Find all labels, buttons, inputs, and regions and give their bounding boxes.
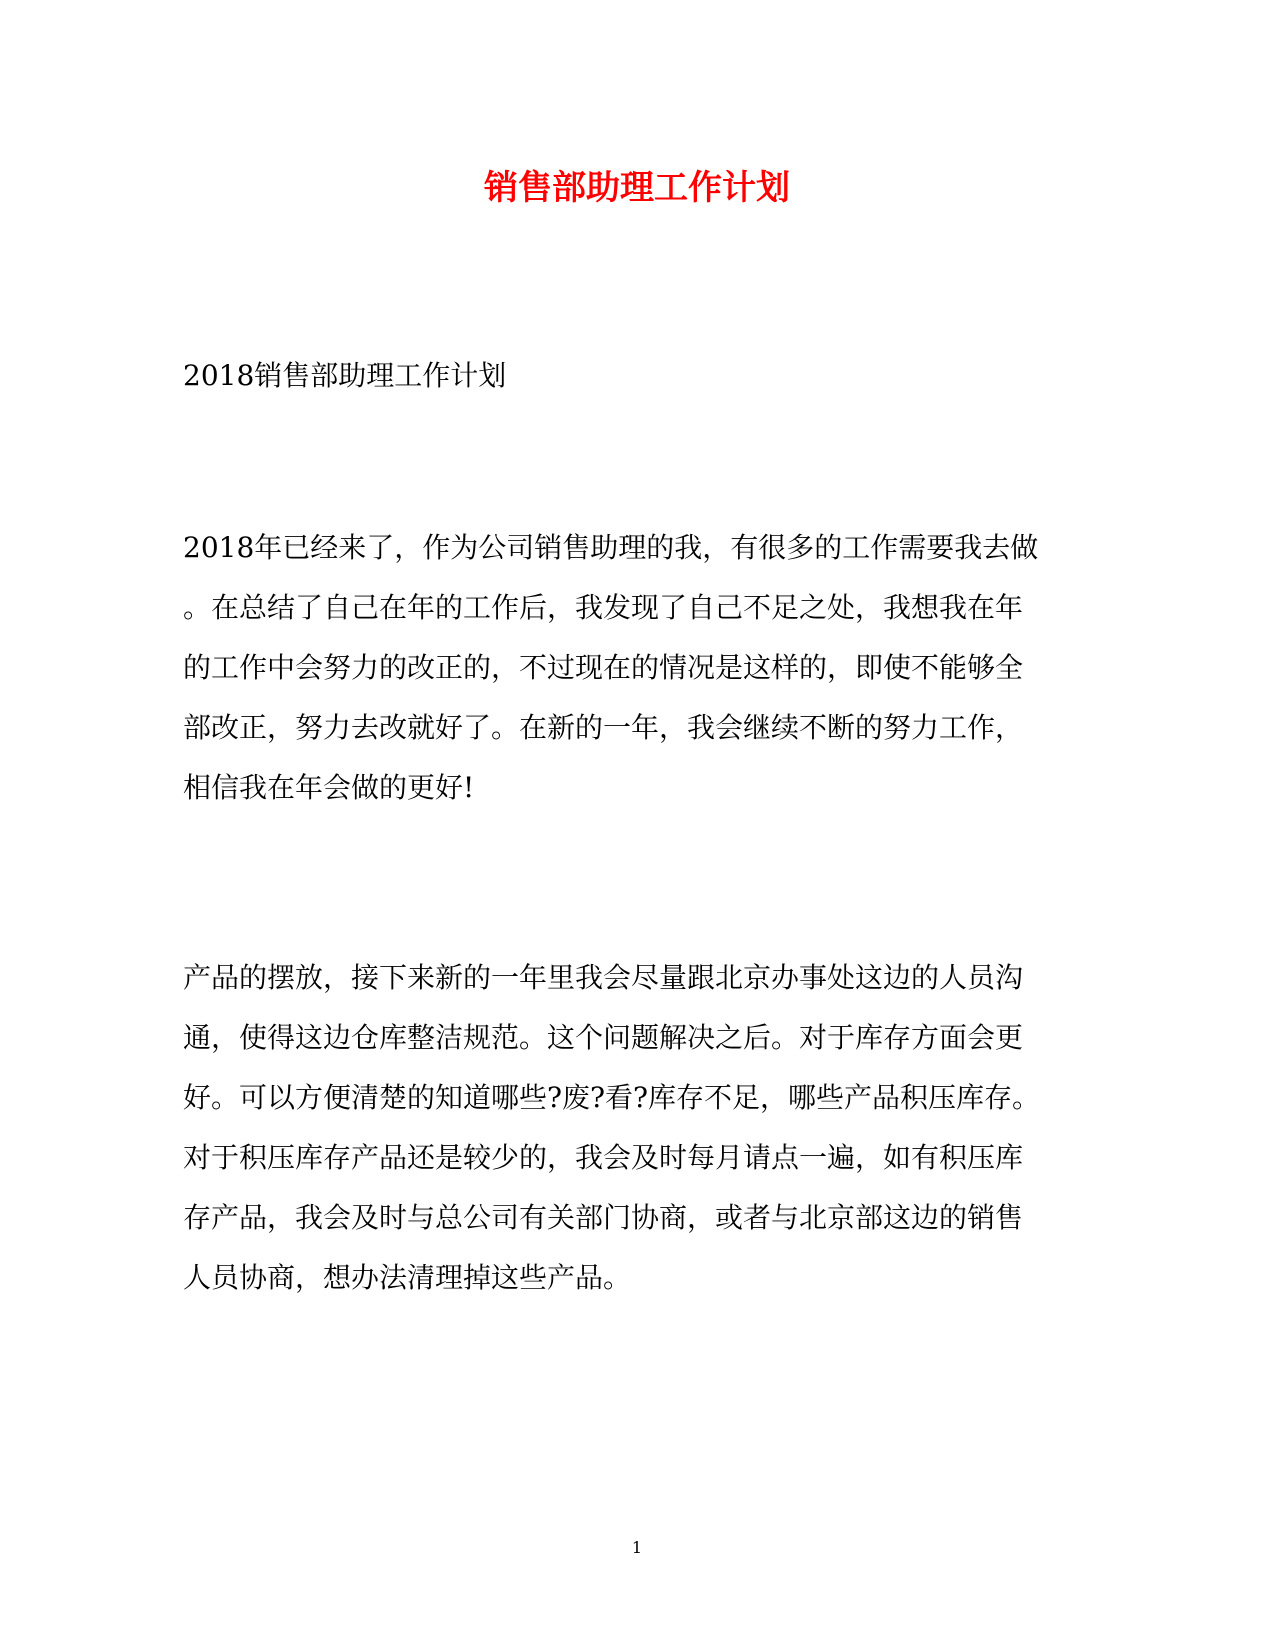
paragraph-1-line-3: 的工作中会努力的改正的，不过现在的情况是这样的，即使不能够全: [183, 651, 1024, 684]
page-number: 1: [631, 1538, 643, 1557]
paragraph-2-line-3: 好。可以方便清楚的知道哪些?废?看?库存不足，哪些产品积压库存。: [183, 1081, 1041, 1114]
paragraph-2-line-5: 存产品，我会及时与总公司有关部门协商，或者与北京部这边的销售: [183, 1201, 1024, 1234]
paragraph-1-line-5: 相信我在年会做的更好!: [183, 771, 475, 804]
paragraph-1-line-1: 2018年已经来了，作为公司销售助理的我，有很多的工作需要我去做: [183, 531, 1039, 564]
document-subtitle: 2018销售部助理工作计划: [183, 359, 507, 392]
paragraph-2-line-6: 人员协商，想办法清理掉这些产品。: [183, 1261, 632, 1294]
paragraph-2-line-1: 产品的摆放，接下来新的一年里我会尽量跟北京办事处这边的人员沟: [183, 961, 1024, 994]
paragraph-2-line-4: 对于积压库存产品还是较少的，我会及时每月请点一遍，如有积压库: [183, 1141, 1024, 1174]
paragraph-2-line-2: 通，使得这边仓库整洁规范。这个问题解决之后。对于库存方面会更: [183, 1021, 1024, 1054]
page-title: 销售部助理工作计划: [484, 168, 790, 208]
paragraph-1-line-2: 。在总结了自己在年的工作后，我发现了自己不足之处，我想我在年: [183, 591, 1024, 624]
paragraph-1-line-4: 部改正，努力去改就好了。在新的一年，我会继续不断的努力工作，: [183, 711, 1024, 744]
